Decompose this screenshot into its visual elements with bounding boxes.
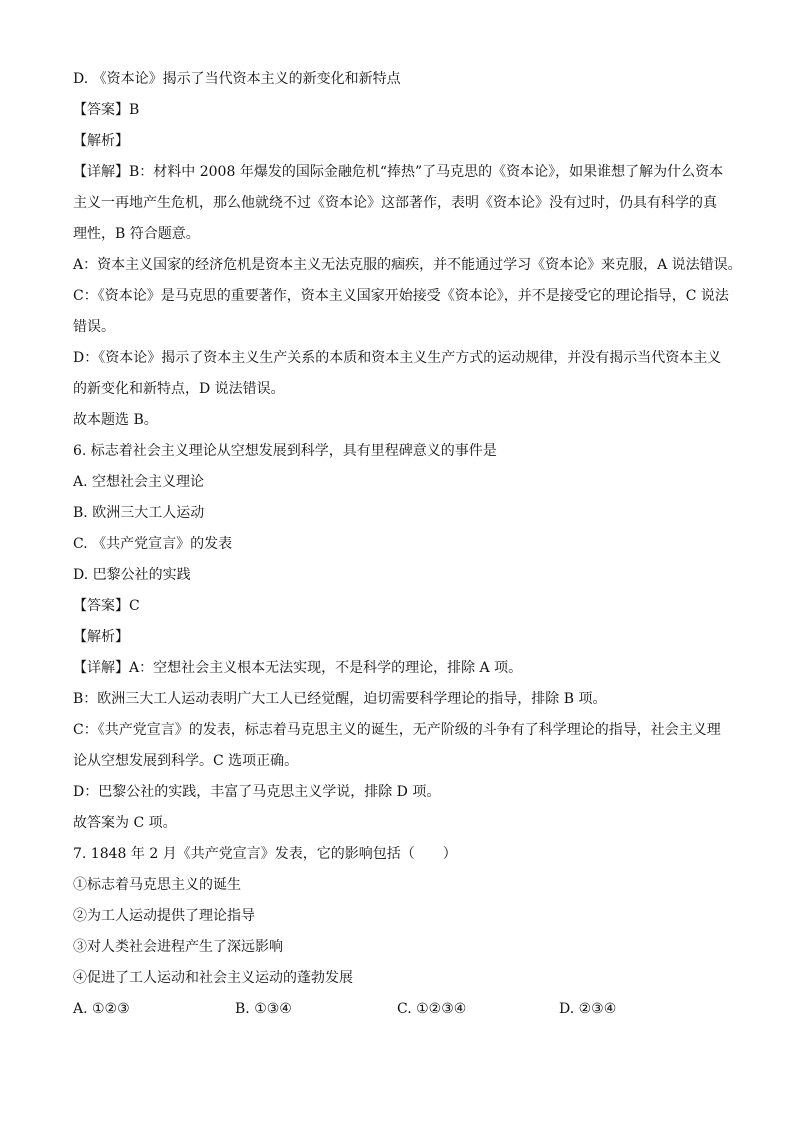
q7-choice-d: D. ②③④ xyxy=(559,1001,617,1017)
q7-choice-c: C. ①②③④ xyxy=(397,1001,467,1017)
q7-choices xyxy=(73,994,723,1025)
q6-detail-a: 【详解】A：空想社会主义根本无法实现，不是科学的理论，排除 A 项。 xyxy=(73,660,523,676)
page-content xyxy=(73,64,742,1025)
q5-detail-d-line-2: 的新变化和新特点，D 说法错误。 xyxy=(73,381,285,397)
q6-detail-c-line-2: 论从空想发展到科学。C 选项正确。 xyxy=(73,753,299,769)
q6-detail-b: B：欧洲三大工人运动表明广大工人已经觉醒，迫切需要科学理论的指导，排除 B 项。 xyxy=(73,691,607,707)
q7-item-2: ②为工人运动提供了理论指导 xyxy=(73,908,255,924)
q6-option-c: C. 《共产党宣言》的发表 xyxy=(73,536,233,552)
q7-item-3: ③对人类社会进程产生了深远影响 xyxy=(73,939,283,955)
q7-choice-a: A. ①②③ xyxy=(73,1001,130,1017)
q7-stem: 7. 1848 年 2 月《共产党宣言》发表，它的影响包括（ ） xyxy=(73,846,457,862)
q5-option-d: D. 《资本论》揭示了当代资本主义的新变化和新特点 xyxy=(73,71,401,87)
q5-detail-d-line-1: D：《资本论》揭示了资本主义生产关系的本质和资本主义生产方式的运动规律，并没有揭示当代资本主义 xyxy=(73,350,722,366)
q5-conclusion: 故本题选 B。 xyxy=(73,412,158,428)
q5-analysis-label: 【解析】 xyxy=(73,133,129,149)
q7-choice-b: B. ①③④ xyxy=(235,1001,292,1017)
q6-option-b: B. 欧洲三大工人运动 xyxy=(73,505,205,521)
q6-option-a: A. 空想社会主义理论 xyxy=(73,474,205,490)
q7-item-4: ④促进了工人运动和社会主义运动的蓬勃发展 xyxy=(73,970,353,986)
q6-answer: 【答案】C xyxy=(73,598,140,614)
q6-analysis-label: 【解析】 xyxy=(73,629,129,645)
q7-item-1: ①标志着马克思主义的诞生 xyxy=(73,877,241,893)
q6-conclusion: 故答案为 C 项。 xyxy=(73,815,177,831)
q5-detail-c-line-2: 错误。 xyxy=(73,319,115,335)
q5-detail-line-3: 理性，B 符合题意。 xyxy=(73,226,200,242)
q6-detail-d: D：巴黎公社的实践，丰富了马克思主义学说，排除 D 项。 xyxy=(73,784,441,800)
q5-detail-c-line-1: C：《资本论》是马克思的重要著作，资本主义国家开始接受《资本论》，并不是接受它的理论指导，C 说法 xyxy=(73,288,729,304)
q5-detail-line-2: 主义一再地产生危机，那么他就绕不过《资本论》这部著作，表明《资本论》没有过时，仍具有科学的真 xyxy=(73,195,717,211)
q6-detail-c-line-1: C：《共产党宣言》的发表，标志着马克思主义的诞生，无产阶级的斗争有了科学理论的指导，社会主义理 xyxy=(73,722,721,738)
q5-detail-line-1: 【详解】B：材料中 2008 年爆发的国际金融危机“捧热”了马克思的《资本论》，如果谁想了解为什么资本 xyxy=(73,164,724,180)
q5-answer: 【答案】B xyxy=(73,102,140,118)
q5-detail-a: A：资本主义国家的经济危机是资本主义无法克服的痼疾，并不能通过学习《资本论》来克服，A 说法错误。 xyxy=(73,257,742,273)
q6-option-d: D. 巴黎公社的实践 xyxy=(73,567,191,583)
q6-stem: 6. 标志着社会主义理论从空想发展到科学，具有里程碑意义的事件是 xyxy=(73,443,497,459)
